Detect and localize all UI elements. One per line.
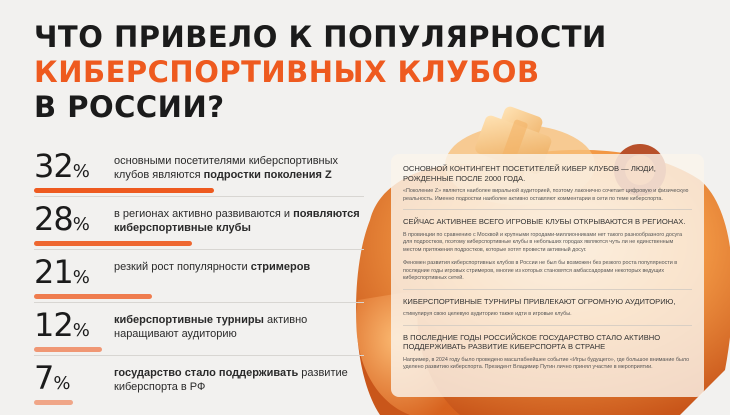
stat-item	[34, 199, 364, 250]
stats-list	[34, 146, 364, 410]
info-text: В провинции по сравнению с Москвой и крупными городами-миллионниками нет такого разнообразного досуга для подростков, поэтому киберспортивные клубы в небольших городах являются чуть ли не единственным местом притяжения подростков, которые хотят провести активный досуг.	[403, 231, 683, 253]
stat-bar	[34, 347, 102, 352]
title-line-1: ЧТО ПРИВЕЛО К ПОПУЛЯРНОСТИ	[34, 20, 607, 54]
title-line-3: В РОССИИ?	[34, 90, 225, 124]
stat-bar	[34, 400, 73, 405]
stat-percent: 32%	[34, 147, 90, 185]
stat-description: основными посетителями киберспортивных клубов являются подростки поколения Z	[114, 155, 339, 181]
stat-percent: 7%	[34, 359, 71, 397]
title-line-2: КИБЕРСПОРТИВНЫХ КЛУБОВ	[34, 55, 540, 89]
stat-item	[34, 252, 364, 303]
stat-bar	[34, 241, 192, 246]
stat-description: в регионах активно развиваются и появляются киберспортивные клубы	[114, 208, 360, 234]
info-heading: СЕЙЧАС АКТИВНЕЕ ВСЕГО ИГРОВЫЕ КЛУБЫ ОТКРЫВАЮТСЯ В РЕГИОНАХ.	[403, 217, 686, 226]
info-text: «Поколение Z» является наиболее виральной аудиторией, поэтому лаконично сочетает цифровую и физическую реальность. Именно подростки наиболее активно оставляют комментарии в сети по теме киберспорта.	[403, 188, 689, 202]
stat-item	[34, 358, 364, 408]
stat-description: государство стало поддерживать развитие киберспорта в РФ	[114, 367, 348, 393]
info-text: Феномен развития киберспортивных клубов в России не был бы возможен без резкого роста популярности в последние годы игровых стримеров, многие из которых становятся амбассадорами некоторых ведущих киберспортивных сетей.	[403, 260, 678, 281]
stat-item	[34, 305, 364, 356]
stat-percent: 21%	[34, 253, 90, 291]
divider	[403, 325, 692, 326]
stat-description: резкий рост популярности стримеров	[114, 261, 311, 273]
divider	[403, 209, 692, 210]
divider	[403, 289, 692, 290]
stat-bar	[34, 294, 152, 299]
info-text: Например, в 2024 году было проведено масштабнейшее событие «Игры будущего», где большое внимание было уделено развитию киберспорта. Президент Владимир Путин лично принял участие в мероприятии.	[403, 356, 690, 370]
info-heading: КИБЕРСПОРТИВНЫЕ ТУРНИРЫ ПРИВЛЕКАЮТ ОГРОМНУЮ АУДИТОРИЮ,	[403, 296, 676, 306]
stat-percent: 28%	[34, 200, 90, 238]
info-heading: В ПОСЛЕДНИЕ ГОДЫ РОССИЙСКОЕ ГОСУДАРСТВО СТАЛО АКТИВНО ПОДДЕРЖИВАТЬ РАЗВИТИЕ КИБЕРСПОРТА В СТРАНЕ	[403, 332, 661, 351]
stat-percent: 12%	[34, 306, 90, 344]
info-panel	[391, 154, 704, 397]
stat-bar	[34, 188, 214, 193]
stat-description: киберспортивные турниры активно наращивают аудиторию	[114, 314, 308, 340]
info-heading: ОСНОВНОЙ КОНТИНГЕНТ ПОСЕТИТЕЛЕЙ КИБЕР КЛУБОВ — ЛЮДИ, РОЖДЕННЫЕ ПОСЛЕ 2000 ГОДА.	[403, 164, 656, 183]
info-text: стимулируя свою целевую аудиторию также идти в игровые клубы.	[403, 311, 572, 317]
stat-item	[34, 146, 364, 197]
